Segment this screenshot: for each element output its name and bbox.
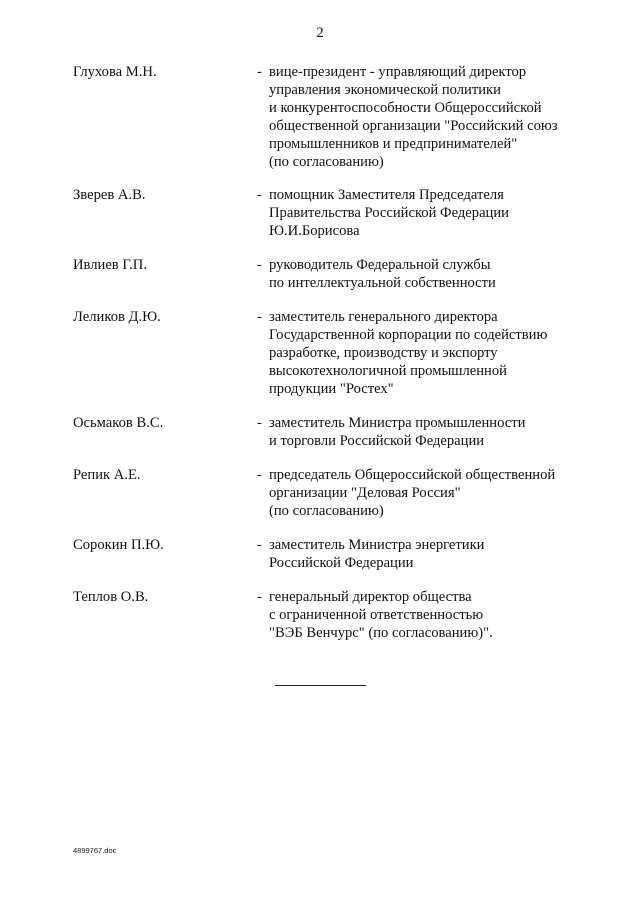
- member-position: [269, 63, 609, 171]
- entry-dash: -: [257, 309, 262, 325]
- page-number: 2: [316, 25, 324, 41]
- entry-dash: -: [257, 467, 262, 483]
- position-line: Государственной корпорации по содействию: [269, 327, 548, 343]
- member-position: [269, 256, 609, 292]
- entry-dash: -: [257, 187, 262, 203]
- member-entry: [0, 63, 640, 171]
- position-line: заместитель Министра промышленности: [269, 415, 526, 431]
- position-line: генеральный директор общества: [269, 589, 472, 605]
- position-line: организации "Деловая Россия": [269, 485, 461, 501]
- entry-dash: -: [257, 589, 262, 605]
- member-position: [269, 308, 609, 398]
- position-line: вице-президент - управляющий директор: [269, 64, 527, 80]
- position-line: Правительства Российской Федерации: [269, 205, 509, 221]
- position-line: высокотехнологичной промышленной: [269, 363, 507, 379]
- position-line: Ю.И.Борисова: [269, 223, 360, 239]
- member-name: Репик А.Е.: [73, 467, 141, 483]
- member-entry: [0, 308, 640, 398]
- position-line: Российской Федерации: [269, 555, 414, 571]
- member-entry: [0, 414, 640, 450]
- position-line: председатель Общероссийской общественной: [269, 467, 556, 483]
- position-line: и конкурентоспособности Общероссийской: [269, 100, 542, 116]
- member-position: [269, 414, 609, 450]
- member-name: Сорокин П.Ю.: [73, 537, 164, 553]
- position-line: заместитель генерального директора: [269, 309, 498, 325]
- member-entry: [0, 588, 640, 642]
- member-name: Леликов Д.Ю.: [73, 309, 161, 325]
- member-name: Зверев А.В.: [73, 187, 146, 203]
- member-name: Ивлиев Г.П.: [73, 257, 147, 273]
- member-entry: [0, 256, 640, 292]
- entry-dash: -: [257, 257, 262, 273]
- member-position: [269, 536, 609, 572]
- member-position: [269, 466, 609, 520]
- position-line: разработке, производству и экспорту: [269, 345, 498, 361]
- end-separator-line: [275, 685, 366, 686]
- position-line: общественной организации "Российский союз: [269, 118, 558, 134]
- member-position: [269, 186, 609, 240]
- member-entry: [0, 186, 640, 240]
- member-name: Осьмаков В.С.: [73, 415, 164, 431]
- position-line: управления экономической политики: [269, 82, 501, 98]
- position-line: руководитель Федеральной службы: [269, 257, 491, 273]
- position-line: помощник Заместителя Председателя: [269, 187, 504, 203]
- position-line: (по согласованию): [269, 503, 384, 519]
- position-line: и торговли Российской Федерации: [269, 433, 485, 449]
- entry-dash: -: [257, 537, 262, 553]
- member-position: [269, 588, 609, 642]
- member-name: Теплов О.В.: [73, 589, 149, 605]
- member-entry: [0, 536, 640, 572]
- position-line: промышленников и предпринимателей": [269, 136, 518, 152]
- document-file-id: 4899767.doc: [73, 846, 117, 855]
- position-line: продукции "Ростех": [269, 381, 394, 397]
- position-line: (по согласованию): [269, 154, 384, 170]
- member-name: Глухова М.Н.: [73, 64, 157, 80]
- member-entry: [0, 466, 640, 520]
- position-line: с ограниченной ответственностью: [269, 607, 484, 623]
- position-line: по интеллектуальной собственности: [269, 275, 496, 291]
- entry-dash: -: [257, 415, 262, 431]
- position-line: "ВЭБ Венчурс" (по согласованию)".: [269, 625, 493, 641]
- entry-dash: -: [257, 64, 262, 80]
- position-line: заместитель Министра энергетики: [269, 537, 485, 553]
- member-list: [0, 63, 640, 642]
